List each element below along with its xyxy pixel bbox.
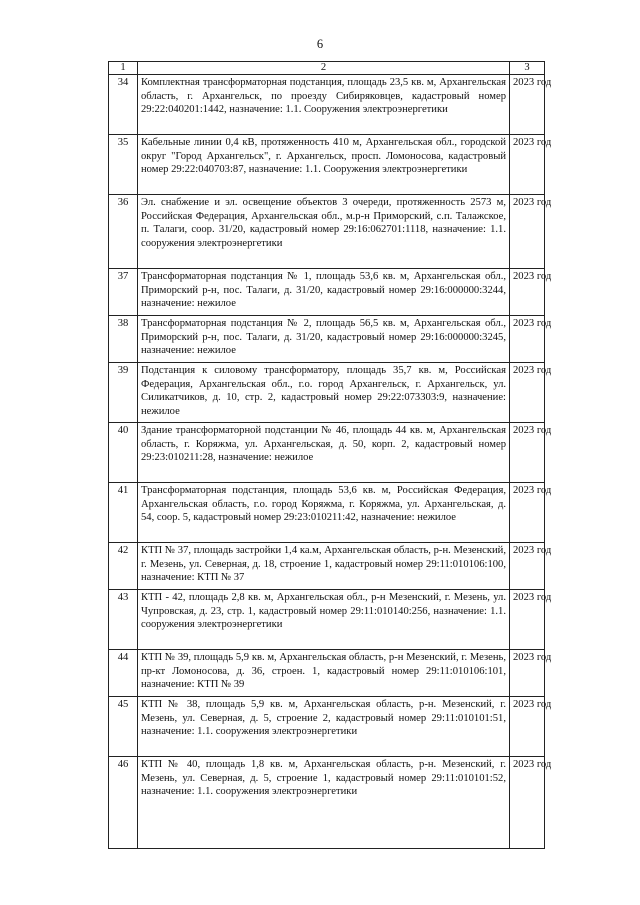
column-header-2: 2 <box>138 62 510 75</box>
row-number: 45 <box>109 697 138 757</box>
row-number: 35 <box>109 135 138 195</box>
row-year: 2023 год <box>510 195 545 269</box>
row-number: 46 <box>109 757 138 849</box>
row-year: 2023 год <box>510 757 545 849</box>
table-row <box>109 269 545 316</box>
row-description: Трансформаторная подстанция № 2, площадь 56,5 кв. м, Архангельская обл., Приморский р-н, пос. Талаги, д. 31/20, кадастровый номер 29:16:000000:3245, назначение: нежилое <box>138 316 510 363</box>
table-row <box>109 363 545 423</box>
row-number: 37 <box>109 269 138 316</box>
row-year: 2023 год <box>510 543 545 590</box>
table-row <box>109 590 545 650</box>
property-table <box>108 61 552 849</box>
row-year: 2023 год <box>510 316 545 363</box>
row-year: 2023 год <box>510 135 545 195</box>
row-year: 2023 год <box>510 590 545 650</box>
table-row <box>109 135 545 195</box>
row-year: 2023 год <box>510 269 545 316</box>
table-row <box>109 483 545 543</box>
row-year: 2023 год <box>510 423 545 483</box>
page-number: 6 <box>316 37 324 51</box>
column-header-row <box>109 62 545 75</box>
row-description: Комплектная трансформаторная подстанция, площадь 23,5 кв. м, Архангельская область, г. Архангельск, по проезду Сибиряковцев, кадастровый номер 29:22:040201:1442, назначение: 1.1. Сооружения электроэнергетики <box>138 75 510 135</box>
row-number: 41 <box>109 483 138 543</box>
table-row <box>109 195 545 269</box>
row-year: 2023 год <box>510 483 545 543</box>
row-description: Трансформаторная подстанция № 1, площадь 53,6 кв. м, Архангельская обл., Приморский р-н, пос. Талаги, д. 31/20, кадастровый номер 29:16:000000:3244, назначение: нежилое <box>138 269 510 316</box>
row-description: КТП № 37, площадь застройки 1,4 ка.м, Архангельская область, р-н. Мезенский, г. Мезень, ул. Северная, д. 18, строение 1, кадастровый номер 29:11:010106:100, назначение: КТП № 37 <box>138 543 510 590</box>
row-number: 44 <box>109 650 138 697</box>
row-number: 38 <box>109 316 138 363</box>
column-header-3: 3 <box>510 62 545 75</box>
table-row <box>109 423 545 483</box>
table-row <box>109 650 545 697</box>
row-description: Здание трансформаторной подстанции № 46, площадь 44 кв. м, Архангельская область, г. Коряжма, ул. Архангельская, д. 50, корп. 2, кадастровый номер 29:23:010211:28, назначение: нежилое <box>138 423 510 483</box>
table-row <box>109 697 545 757</box>
column-header-1: 1 <box>109 62 138 75</box>
row-year: 2023 год <box>510 697 545 757</box>
row-description: Кабельные линии 0,4 кВ, протяженность 410 м, Архангельская обл., городской округ "Город Архангельск", г. Архангельск, просп. Ломоносова, кадастровый номер 29:22:040703:87, назначение: 1.1. Сооружения электроэнергетики <box>138 135 510 195</box>
row-number: 36 <box>109 195 138 269</box>
row-number: 43 <box>109 590 138 650</box>
row-description: КТП № 38, площадь 5,9 кв. м, Архангельская область, р-н. Мезенский, г. Мезень, ул. Северная, д. 5, строение 2, кадастровый номер 29:11:010101:51, назначение: 1.1. сооружения электроэнергетики <box>138 697 510 757</box>
row-description: КТП № 39, площадь 5,9 кв. м, Архангельская область, р-н Мезенский, г. Мезень, пр-кт Ломоносова, д. 36, строен. 1, кадастровый номер 29:11:010106:101, назначение: КТП № 39 <box>138 650 510 697</box>
row-number: 40 <box>109 423 138 483</box>
table-row <box>109 316 545 363</box>
row-number: 39 <box>109 363 138 423</box>
row-year: 2023 год <box>510 363 545 423</box>
table-row <box>109 543 545 590</box>
row-description: Подстанция к силовому трансформатору, площадь 35,7 кв. м, Российская Федерация, Архангельская обл., г.о. город Архангельск, г. Архангельск, ул. Силикатчиков, д. 10, стр. 2, кадастровый номер 29:22:073303:9, назначение: нежилое <box>138 363 510 423</box>
table-row <box>109 75 545 135</box>
row-description: Эл. снабжение и эл. освещение объектов 3 очереди, протяженность 2573 м, Российская Федерация, Архангельская обл., м.р-н Приморский, с.п. Талажское, п. Талаги, соор. 31/20, кадастровый номер 29:16:062701:1118, назначение: 1.1. сооружения электроэнергетики <box>138 195 510 269</box>
row-year: 2023 год <box>510 650 545 697</box>
row-year: 2023 год <box>510 75 545 135</box>
row-description: КТП № 40, площадь 1,8 кв. м, Архангельская область, р-н. Мезенский, г. Мезень, ул. Северная, д. 5, строение 1, кадастровый номер 29:11:010101:52, назначение: 1.1. сооружения электроэнергетики <box>138 757 510 849</box>
row-number: 42 <box>109 543 138 590</box>
row-number: 34 <box>109 75 138 135</box>
table-row <box>109 757 545 849</box>
row-description: Трансформаторная подстанция, площадь 53,6 кв. м, Российская Федерация, Архангельская область, г.о. город Коряжма, г. Коряжма, ул. Архангельская, д. 54, соор. 5, кадастровый номер 29:23:010211:42, назначение: нежилое <box>138 483 510 543</box>
row-description: КТП - 42, площадь 2,8 кв. м, Архангельская обл., р-н Мезенский, г. Мезень, ул. Чупровская, д. 23, стр. 1, кадастровый номер 29:11:010140:256, назначение: 1.1. сооружения электроэнергетики <box>138 590 510 650</box>
